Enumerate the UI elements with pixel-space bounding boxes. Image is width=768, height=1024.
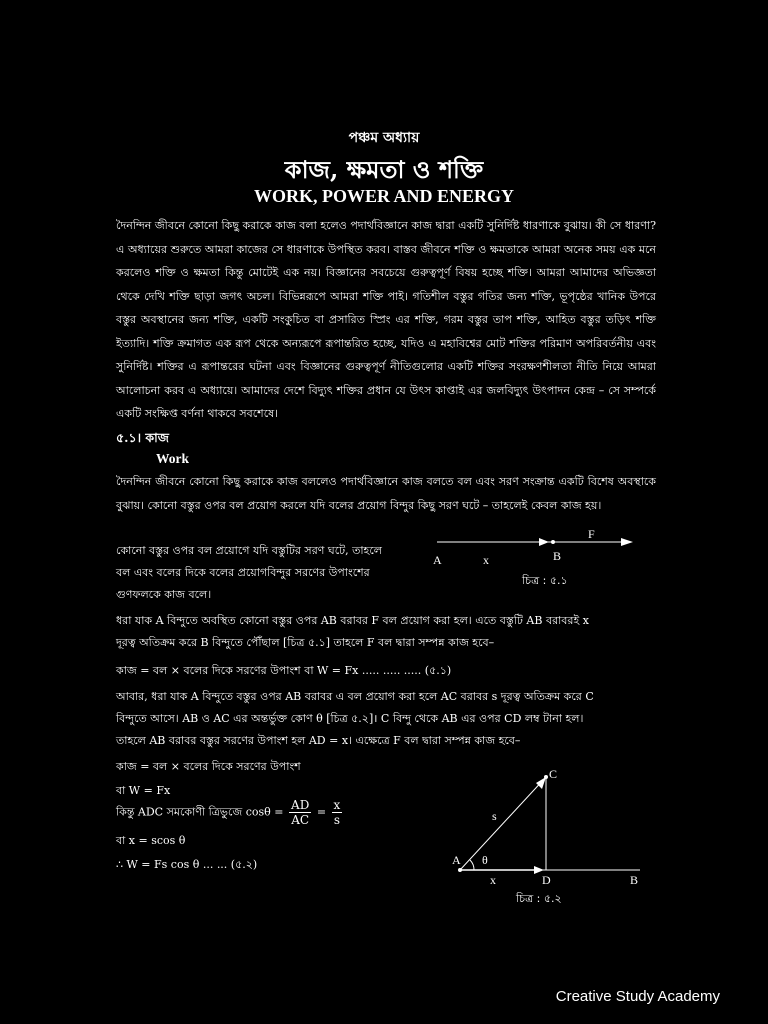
fig2-label-c: C xyxy=(549,767,558,781)
work-intro-paragraph: দৈনন্দিন জীবনে কোনো কিছু করাকে কাজ বললেও পদার্থবিজ্ঞানে কাজ বলতে বল এবং সরণ সংক্রান্ত একটি বিশেষ অবস্থাকে বুঝায়। কোনো বস্তুর ওপর বল প্রয়োগ করলে যদি বলের প্রয়োগ বিন্দুর কিছু সরণ ঘটে – তাহলেই কেবল কাজ হয়। xyxy=(116,475,656,512)
fig2-line-ac xyxy=(460,777,546,870)
fig2-label-theta: θ xyxy=(482,853,488,867)
work-definition: কোনো বস্তুর ওপর বল প্রয়োগে যদি বস্তুটির সরণ ঘটে, তাহলে বল এবং বলের দিকে বলের প্রয়োগবিন্দুর সরণের উপাংশের গুণফলকে কাজ বলে। xyxy=(116,544,382,601)
angle-description-line-1: আবার, ধরা যাক A বিন্দুতে বস্তুর ওপর AB বরাবর এ বল প্রয়োগ করা হলে AC বরাবর s দূরত্ব অতিক্রম করে C xyxy=(116,690,594,703)
fig2-point-c xyxy=(544,775,548,779)
fig2-caption: চিত্র : ৫.২ xyxy=(516,892,562,905)
figure-5-2 xyxy=(450,760,650,910)
fig2-point-a xyxy=(458,868,462,872)
fraction-numerator: x xyxy=(333,798,341,812)
watermark-credit: Creative Study Academy xyxy=(555,988,720,1005)
fraction-x-s xyxy=(332,798,343,827)
fig1-arrowhead-b xyxy=(539,538,549,546)
fig2-label-x: x xyxy=(490,873,496,887)
force-description-line-2: দূরত্ব অতিক্রম করে B বিন্দুতে পৌঁছাল [চিত্র ৫.১] তাহলে F বল দ্বারা সম্পন্ন কাজ হবে– xyxy=(116,636,495,649)
chapter-label: পঞ্চম অধ্যায় xyxy=(348,130,420,146)
x-equals-scos: বা x = scos θ xyxy=(116,834,186,847)
angle-description-line-2: বিন্দুতে আসে। AB ও AC এর অন্তর্ভুক্ত কোণ θ [চিত্র ৫.২]। C বিন্দু থেকে AB এর ওপর CD লম্ব টানা হল। xyxy=(116,712,584,725)
fig2-label-b: B xyxy=(630,873,639,887)
fraction-ad-ac xyxy=(289,798,311,827)
section-heading: ৫.১। কাজ xyxy=(116,430,169,445)
angle-description-line-3: তাহলে AB বরাবর বস্তুর সরণের উপাংশ হল AD = x। এক্ষেত্রে F বল দ্বারা সম্পন্ন কাজ হবে– xyxy=(116,734,521,747)
force-description-line-1: ধরা যাক A বিন্দুতে অবস্থিত কোনো বস্তুর ওপর AB বরাবর F বল প্রয়োগ করা হল। এতে বস্তুটি AB বরাবরই x xyxy=(116,614,589,627)
fraction-denominator: s xyxy=(333,813,341,827)
fig1-point-b xyxy=(551,540,555,544)
equation-5-1: কাজ = বল × বলের দিকে সরণের উপাংশ বা W = Fx ..... ..... ..... (৫.১) xyxy=(116,664,452,677)
fig2-angle-arc xyxy=(470,860,474,870)
cosine-relation-text: কিন্তু ADC সমকোণী ত্রিভুজে cosθ = xyxy=(116,805,284,819)
fig1-label-f: F xyxy=(588,527,595,541)
fig1-label-a: A xyxy=(433,553,442,567)
intro-paragraph: দৈনন্দিন জীবনে কোনো কিছু করাকে কাজ বলা হলেও পদার্থবিজ্ঞানে কাজ দ্বারা একটি সুনির্দিষ্ট ধারণাকে বুঝায়। কী সে ধারণা? এ অধ্যায়ের শুরুতে আমরা কাজের সে ধারণাকে উপস্থিত করব। বাস্তব জীবনে শক্তি ও ক্ষমতাকে আমরা অনেক সময় এক মনে করলেও শক্তি ও ক্ষমতা কিন্তু মোটেই এক নয়। বিজ্ঞানের সবচেয়ে গুরুত্বপূর্ণ বিষয় হচ্ছে শক্তি। আমরা আমাদের অভিজ্ঞতা থেকে দেখি শক্তি ছাড়া জগৎ অচল। বিভিন্নরূপে আমরা শক্তি পাই। গতিশীল বস্তুর গতির জন্য শক্তি, ভূপৃষ্ঠের খানিক উপরে বস্তুর অবস্থানের জন্য শক্তি, একটি সংকুচিত বা প্রসারিত স্প্রিং এর শক্তি, গরম বস্তুর তাপ শক্তি, আহিত বস্তুর তড়িৎ শক্তি ইত্যাদি। শক্তি ক্রমাগত এক রূপ থেকে অন্যরূপে রূপান্তরিত হচ্ছে, যদিও এ মহাবিশ্বের মোট শক্তির পরিমাণ অপরিবর্তনীয় এবং সুনির্দিষ্ট। শক্তির এ রূপান্তরের ঘটনা এবং বিজ্ঞানের গুরুত্বপূর্ণ নীতিগুলোর একটি শক্তির সংরক্ষণশীলতা নীতি নিয়ে আমরা আলোচনা করব এ অধ্যায়ে। আমাদের দেশে বিদ্যুৎ শক্তির প্রধান যে উৎস কাপ্তাই এর জলবিদ্যুৎ উৎপাদন কেন্দ্র – সে সম্পর্কে একটি সংক্ষিপ্ত বর্ণনা থাকবে সবশেষে। xyxy=(116,219,656,420)
fig1-label-x: x xyxy=(483,553,489,567)
figure-5-1 xyxy=(425,522,645,592)
work-formula-words: কাজ = বল × বলের দিকে সরণের উপাংশ xyxy=(116,760,301,773)
equals-sign: = xyxy=(316,805,327,819)
fraction-denominator: AC xyxy=(291,813,310,827)
section-subtitle: Work xyxy=(156,451,190,466)
fig2-label-a: A xyxy=(452,853,461,867)
fig2-arrowhead-c xyxy=(536,777,546,789)
chapter-title-english: WORK, POWER AND ENERGY xyxy=(253,186,514,206)
fig1-label-b: B xyxy=(553,549,562,563)
fig1-caption: চিত্র : ৫.১ xyxy=(522,574,568,587)
chapter-title-bengali: কাজ, ক্ষমতা ও শক্তি xyxy=(284,155,484,184)
fig2-label-s: s xyxy=(492,809,497,823)
cosine-relation xyxy=(116,798,344,827)
fig2-label-d: D xyxy=(542,873,551,887)
equation-5-2: ∴ W = Fs cos θ ... ... (৫.২) xyxy=(116,858,258,871)
fraction-numerator: AD xyxy=(291,798,310,812)
fig1-arrowhead-f xyxy=(621,538,633,546)
work-formula-fx: বা W = Fx xyxy=(116,784,171,797)
